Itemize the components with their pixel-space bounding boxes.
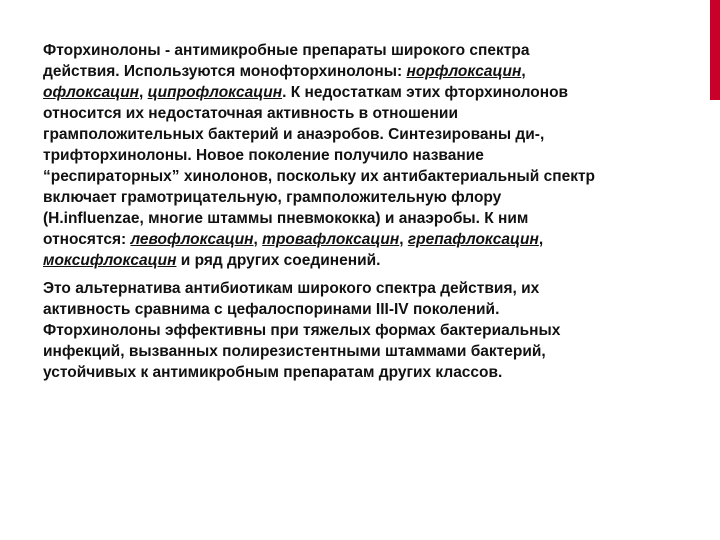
separator: ,: [139, 84, 148, 101]
paragraph-text: Фторхинолоны - антимикробные препараты широкого спектра действия. Используются монофторхинолоны:: [43, 42, 530, 80]
drug-name-ofloxacin: офлоксацин: [43, 84, 140, 101]
paragraph-fluoroquinolones: [43, 40, 603, 271]
paragraph-alternative: Это альтернатива антибиотикам широкого спектра действия, их активность сравнима с цефалоспоринами III-IV поколений. Фторхинолоны эффективны при тяжелых формах бактериальных инфекций, вызванных полирезистентными штаммами бактерий, устойчивых к антимикробным препаратам других классов.: [43, 280, 561, 381]
accent-bar: [710, 0, 720, 100]
slide-body: [43, 40, 603, 383]
separator: ,: [399, 231, 408, 248]
paragraph-text: и ряд других соединений.: [176, 252, 381, 269]
separator: ,: [253, 231, 263, 248]
drug-name-moxifloxacin: моксифлоксацин: [43, 252, 177, 269]
separator: ,: [521, 63, 526, 80]
drug-name-grepafloxacin: грепафлоксацин: [407, 231, 539, 248]
drug-name-levofloxacin: левофлоксацин: [130, 231, 254, 248]
drug-name-ciprofloxacin: ципрофлоксацин: [147, 84, 283, 101]
drug-name-trovafloxacin: тровафлоксацин: [262, 231, 400, 248]
separator: ,: [538, 231, 544, 248]
drug-name-norfloxacin: норфлоксацин: [406, 63, 522, 80]
paragraph-text: . К недостаткам этих фторхинолонов относится их недостаточная активность в отношении грамположительных бактерий и анаэробов. Синтезированы ди-, трифторхинолоны. Новое поколение получило название “респираторных” хинолонов, поскольку их антибактериальный спектр включает грамотрицательную, грамположительную флору (H.influenzae, многие штаммы пневмококка) и анаэробы. К ним относятся:: [43, 84, 596, 248]
